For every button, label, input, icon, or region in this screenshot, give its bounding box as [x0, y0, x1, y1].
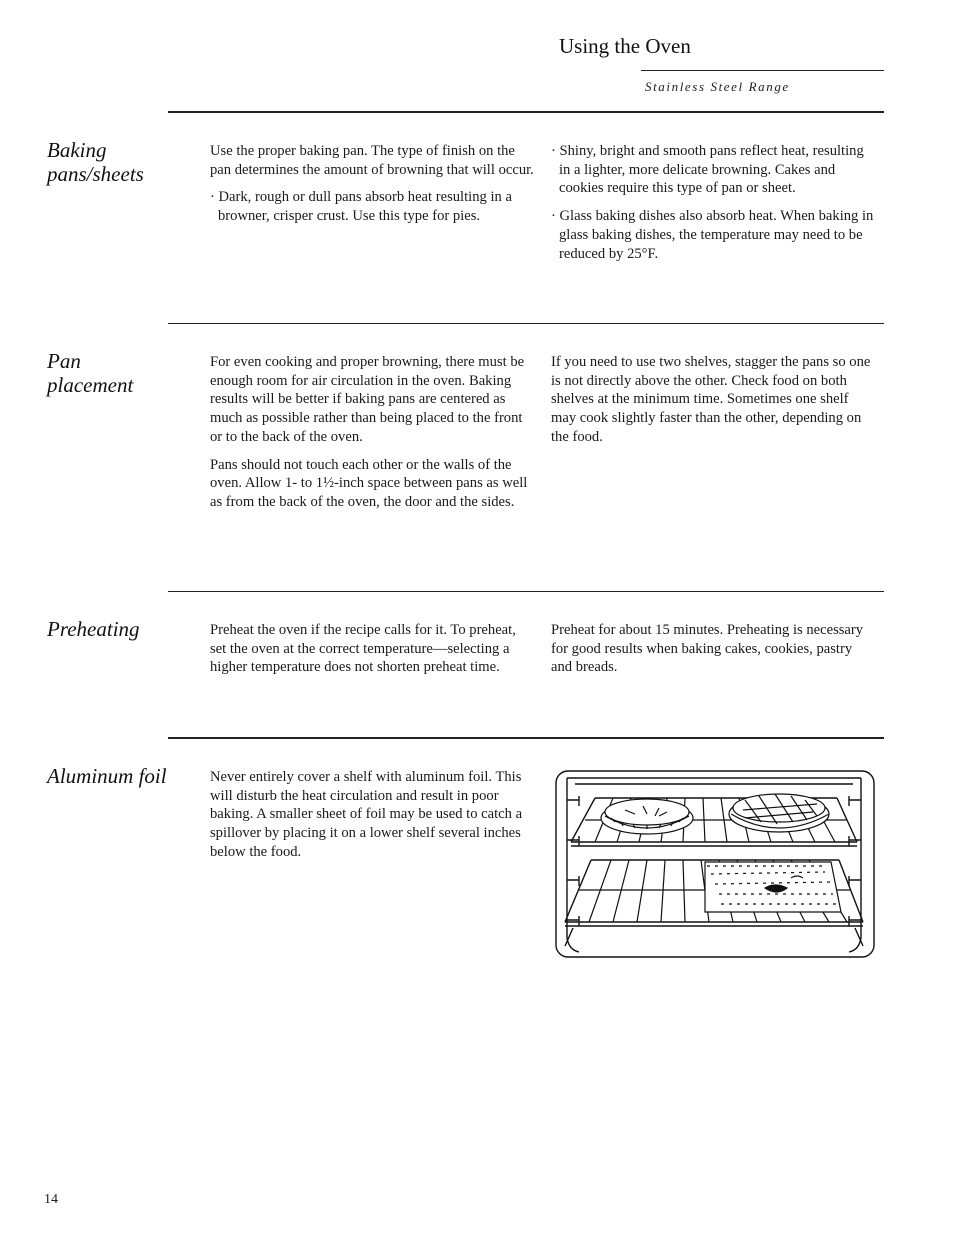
header-rule	[641, 70, 884, 71]
preheating-col2	[551, 621, 876, 686]
preheating-col1	[210, 621, 535, 686]
paragraph: For even cooking and proper browning, there must be enough room for air circulation in the oven. Baking results will be better if baking pans are centered as much as possible rather than being placed to the front or to the back of the oven.	[210, 354, 525, 445]
baking-pans-col1	[210, 142, 535, 235]
section-divider	[168, 323, 884, 324]
section-title-pan-placement: Pan placement	[47, 349, 134, 397]
page-number: 14	[44, 1192, 58, 1207]
page-subtitle: Stainless Steel Range	[645, 79, 790, 94]
paragraph: If you need to use two shelves, stagger the pans so one is not directly above the other. Check food on both shelves at the minimum time. Sometimes one shelf may cook slightly faster than the other, depending on the food.	[551, 354, 871, 445]
section-title-baking-pans: Baking pans/sheets	[47, 138, 144, 186]
paragraph: Use the proper baking pan. The type of finish on the pan determines the amount of browning that will occur.	[210, 143, 534, 178]
section-divider	[168, 591, 884, 592]
paragraph: Never entirely cover a shelf with aluminum foil. This will disturb the heat circulation and result in poor baking. A smaller sheet of foil may be used to catch a spillover by placing it on a lower shelf several inches below the food.	[210, 769, 523, 860]
section-divider	[168, 737, 884, 739]
section-divider	[168, 111, 884, 113]
oven-interior-illustration	[555, 770, 875, 958]
paragraph: Preheat for about 15 minutes. Preheating is necessary for good results when baking cakes, cookies, pastry and breads.	[551, 622, 864, 676]
bullet-paragraph: · Glass baking dishes also absorb heat. When baking in glass baking dishes, the temperature may need to be reduced by 25°F.	[551, 208, 874, 262]
paragraph: Pans should not touch each other or the walls of the oven. Allow 1- to 1½-inch space between pans as well as from the back of the oven, the door and the sides.	[210, 456, 528, 510]
section-title-aluminum-foil: Aluminum foil	[47, 764, 167, 788]
baking-pans-col2	[551, 142, 876, 272]
bullet-paragraph: · Shiny, bright and smooth pans reflect heat, resulting in a lighter, more delicate browning. Cakes and cookies require this type of pan or sheet.	[551, 143, 864, 197]
pan-placement-col1	[210, 353, 535, 521]
paragraph: Preheat the oven if the recipe calls for it. To preheat, set the oven at the correct temperature—selecting a higher temperature does not shorten preheat time.	[210, 622, 516, 676]
aluminum-foil-col1	[210, 768, 535, 871]
bullet-paragraph: · Dark, rough or dull pans absorb heat resulting in a browner, crisper crust. Use this type for pies.	[210, 189, 512, 225]
page-title: Using the Oven	[559, 34, 691, 58]
section-title-preheating: Preheating	[47, 617, 140, 641]
pan-placement-col2	[551, 353, 876, 456]
